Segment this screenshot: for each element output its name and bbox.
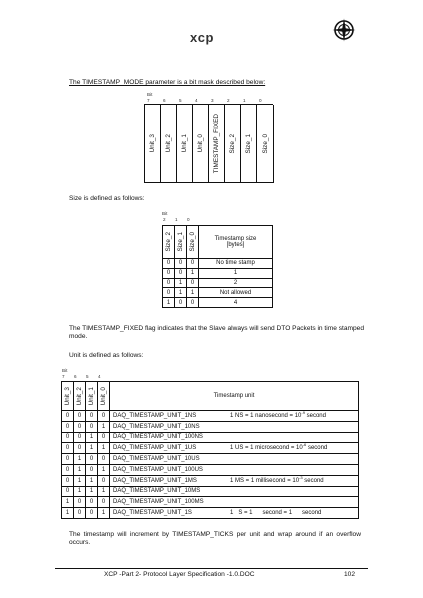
unit-bit-cell: 0 bbox=[74, 497, 86, 508]
timestamp-mode-bitmask-table bbox=[144, 104, 273, 183]
unit-row-content bbox=[110, 508, 359, 519]
size-value-cell: 2 bbox=[199, 279, 273, 289]
unit-bit-cell: 0 bbox=[62, 476, 74, 487]
bit-number: 0 bbox=[187, 217, 190, 222]
timestamp-size-header bbox=[199, 226, 273, 259]
unit-bit-cell: 1 bbox=[98, 508, 110, 519]
unit-row-content bbox=[110, 487, 359, 498]
exponent: -6 bbox=[302, 443, 307, 448]
size-bit-cell: 1 bbox=[175, 279, 187, 289]
unit-row-content bbox=[110, 411, 359, 422]
timestamp-unit-header: Timestamp unit bbox=[110, 382, 359, 411]
size-intro: Size is defined as follows: bbox=[69, 195, 145, 202]
unit-bit-cell: 0 bbox=[98, 497, 110, 508]
compass-emblem-icon bbox=[332, 18, 356, 42]
unit-constant-name: DAQ_TIMESTAMP_UNIT_100US bbox=[113, 466, 203, 473]
field-label: TIMESTAMP_FIXED bbox=[213, 113, 220, 174]
size-bit-cell: 0 bbox=[163, 279, 175, 289]
bit-number: 1 bbox=[243, 98, 246, 103]
size-bit-cell: 1 bbox=[175, 288, 187, 298]
bitmask-field-cell bbox=[225, 105, 241, 183]
header-line: Timestamp size bbox=[214, 236, 257, 242]
field-label: Size_1 bbox=[245, 133, 252, 154]
unit-bit-cell: 1 bbox=[62, 497, 74, 508]
unit-constant-name: DAQ_TIMESTAMP_UNIT_1NS bbox=[113, 412, 197, 419]
bit-label: Bit bbox=[162, 211, 168, 216]
field-label: Size_2 bbox=[229, 133, 236, 154]
unit-row-content bbox=[110, 497, 359, 508]
bitmask-field-cell bbox=[257, 105, 274, 183]
unit-description bbox=[230, 413, 326, 419]
bit-number: 5 bbox=[179, 98, 182, 103]
unit-row-content bbox=[110, 454, 359, 465]
field-label: Unit_3 bbox=[149, 134, 156, 153]
unit-bit-cell: 0 bbox=[62, 487, 74, 498]
unit-constant-name: DAQ_TIMESTAMP_UNIT_10US bbox=[113, 456, 200, 463]
unit-constant-name: DAQ_TIMESTAMP_UNIT_1S bbox=[113, 510, 192, 517]
bitmask-field-cell bbox=[161, 105, 177, 183]
size-value-cell: 4 bbox=[199, 298, 273, 308]
footer-rule bbox=[55, 568, 368, 569]
page-number: 102 bbox=[344, 571, 356, 578]
unit-bit-cell: 0 bbox=[98, 476, 110, 487]
bit-label: Bit bbox=[62, 368, 68, 373]
bitmask-field-cell bbox=[241, 105, 257, 183]
unit-bit-cell: 0 bbox=[98, 411, 110, 422]
unit-description bbox=[230, 445, 327, 451]
size-bit-cell: 1 bbox=[187, 269, 199, 279]
unit-bit-cell: 1 bbox=[98, 487, 110, 498]
unit-bit-cell: 1 bbox=[98, 422, 110, 433]
field-label: Size_0 bbox=[189, 232, 196, 252]
description-text: 1 US = 1 microsecond = 10 bbox=[230, 445, 303, 452]
unit-bit-cell: 0 bbox=[74, 422, 86, 433]
field-label: Size_0 bbox=[261, 133, 269, 154]
size-value-cell: No time stamp bbox=[199, 259, 273, 269]
size-bit-cell: 1 bbox=[187, 288, 199, 298]
bitmask-field-cell bbox=[145, 105, 161, 183]
description-text: 1 NS = 1 nanosecond = 10 bbox=[230, 412, 302, 419]
description-text: second bbox=[306, 445, 328, 452]
unit-bit-cell: 1 bbox=[74, 454, 86, 465]
unit-constant-name: DAQ_TIMESTAMP_UNIT_1US bbox=[113, 445, 197, 452]
unit-bit-cell: 1 bbox=[86, 487, 98, 498]
size-column-header bbox=[175, 226, 187, 259]
unit-row-content bbox=[110, 422, 359, 433]
size-bit-cell: 0 bbox=[187, 279, 199, 289]
unit-table bbox=[61, 381, 359, 519]
unit-bit-cell: 0 bbox=[62, 454, 74, 465]
unit-bit-cell: 0 bbox=[74, 411, 86, 422]
bit-number: 2 bbox=[227, 98, 230, 103]
unit-description bbox=[230, 475, 324, 484]
size-value-cell: 1 bbox=[199, 269, 273, 279]
unit-bit-cell: 1 bbox=[74, 476, 86, 487]
unit-bit-cell: 0 bbox=[62, 411, 74, 422]
unit-bit-cell: 1 bbox=[86, 476, 98, 487]
unit-bit-cell: 1 bbox=[98, 465, 110, 476]
unit-row-content bbox=[110, 443, 359, 454]
bitmask-field-cell bbox=[177, 105, 193, 183]
unit-bit-cell: 0 bbox=[86, 465, 98, 476]
unit-column-header bbox=[62, 382, 74, 411]
unit-constant-name: DAQ_TIMESTAMP_UNIT_100NS bbox=[113, 434, 203, 441]
timestamp-mode-intro: The TIMESTAMP_MODE parameter is a bit mask described below: bbox=[69, 79, 266, 86]
size-column-header bbox=[163, 226, 175, 259]
bit-number: 1 bbox=[175, 217, 178, 222]
unit-bit-cell: 0 bbox=[98, 454, 110, 465]
field-label: Unit_0 bbox=[197, 134, 204, 153]
bitmask-field-cell bbox=[209, 105, 225, 183]
unit-bit-cell: 1 bbox=[74, 487, 86, 498]
size-bit-cell: 0 bbox=[163, 259, 175, 269]
bit-number: 0 bbox=[259, 98, 262, 103]
exponent: -9 bbox=[301, 411, 305, 415]
description-text: 1 MS = 1 millisecond = 10 bbox=[230, 477, 300, 484]
size-bit-cell: 0 bbox=[163, 288, 175, 298]
bit-number: 6 bbox=[163, 98, 166, 103]
description-text: second bbox=[302, 477, 324, 484]
unit-bit-cell: 0 bbox=[86, 422, 98, 433]
unit-bit-cell: 0 bbox=[86, 497, 98, 508]
bit-number: 7 bbox=[147, 98, 150, 103]
size-bit-cell: 0 bbox=[187, 259, 199, 269]
bit-number: 7 bbox=[62, 374, 65, 379]
exponent: -3 bbox=[299, 475, 303, 480]
size-bit-cell: 0 bbox=[187, 298, 199, 308]
bit-number: 2 bbox=[163, 217, 166, 222]
size-value-cell: Not allowed bbox=[199, 288, 273, 298]
unit-bit-cell: 0 bbox=[86, 508, 98, 519]
field-label: Size_1 bbox=[177, 232, 184, 252]
unit-column-header bbox=[98, 382, 110, 411]
field-label: Unit_0 bbox=[100, 386, 107, 406]
field-label: Unit_3 bbox=[64, 386, 71, 406]
size-bit-cell: 0 bbox=[163, 269, 175, 279]
unit-constant-name: DAQ_TIMESTAMP_UNIT_10NS bbox=[113, 423, 200, 430]
field-label: Unit_1 bbox=[88, 386, 95, 406]
size-bit-cell: 0 bbox=[175, 259, 187, 269]
bit-number: 5 bbox=[86, 374, 89, 379]
unit-bit-cell: 0 bbox=[62, 433, 74, 444]
unit-bit-cell: 0 bbox=[62, 465, 74, 476]
field-label: Unit_1 bbox=[181, 134, 188, 153]
field-label: Unit_2 bbox=[165, 134, 172, 153]
unit-bit-cell: 1 bbox=[86, 443, 98, 454]
unit-intro: Unit is defined as follows: bbox=[69, 352, 144, 359]
bit-number: 6 bbox=[74, 374, 77, 379]
bit-label: Bit bbox=[147, 92, 153, 97]
unit-constant-name: DAQ_TIMESTAMP_UNIT_1MS bbox=[113, 477, 197, 484]
size-bit-cell: 0 bbox=[175, 269, 187, 279]
field-label: Unit_2 bbox=[76, 386, 83, 406]
unit-bit-cell: 0 bbox=[74, 508, 86, 519]
footer-title: XCP -Part 2- Protocol Layer Specification -1.0.DOC bbox=[104, 571, 255, 578]
unit-row-content bbox=[110, 465, 359, 476]
unit-bit-cell: 0 bbox=[74, 443, 86, 454]
unit-bit-cell: 0 bbox=[62, 443, 74, 454]
unit-description bbox=[230, 510, 321, 516]
description-text: second bbox=[304, 412, 326, 419]
unit-constant-name: DAQ_TIMESTAMP_UNIT_100MS bbox=[113, 499, 204, 506]
unit-column-header bbox=[86, 382, 98, 411]
header-line: [bytes] bbox=[226, 242, 245, 248]
xcp-logo: xcp bbox=[190, 30, 214, 45]
unit-bit-cell: 0 bbox=[62, 422, 74, 433]
size-column-header bbox=[187, 226, 199, 259]
bit-number: 4 bbox=[98, 374, 101, 379]
unit-column-header bbox=[74, 382, 86, 411]
size-table bbox=[162, 225, 273, 308]
unit-bit-cell: 0 bbox=[98, 433, 110, 444]
unit-bit-cell: 1 bbox=[86, 433, 98, 444]
timestamp-fixed-paragraph: The TIMESTAMP_FIXED flag indicates that the Slave always will send DTO Packets in time stamped mode. bbox=[69, 325, 365, 341]
size-bit-cell: 1 bbox=[163, 298, 175, 308]
unit-bit-cell: 1 bbox=[62, 508, 74, 519]
unit-bit-cell: 0 bbox=[74, 433, 86, 444]
bit-number: 3 bbox=[211, 98, 214, 103]
unit-constant-name: DAQ_TIMESTAMP_UNIT_10MS bbox=[113, 488, 201, 495]
field-label: Size_2 bbox=[165, 232, 172, 252]
unit-row-content bbox=[110, 476, 359, 487]
bit-number: 4 bbox=[195, 98, 198, 103]
unit-bit-cell: 1 bbox=[74, 465, 86, 476]
description-text: 1 S = 1 second = 1 second bbox=[230, 510, 322, 517]
unit-bit-cell: 0 bbox=[86, 454, 98, 465]
unit-bit-cell: 1 bbox=[98, 443, 110, 454]
bitmask-field-cell bbox=[193, 105, 209, 183]
unit-row-content bbox=[110, 433, 359, 444]
unit-bit-cell: 0 bbox=[86, 411, 98, 422]
size-bit-cell: 0 bbox=[175, 298, 187, 308]
timestamp-increment-paragraph: The timestamp will increment by TIMESTAMP_TICKS per unit and wrap around if an overflow occurs. bbox=[69, 531, 361, 547]
